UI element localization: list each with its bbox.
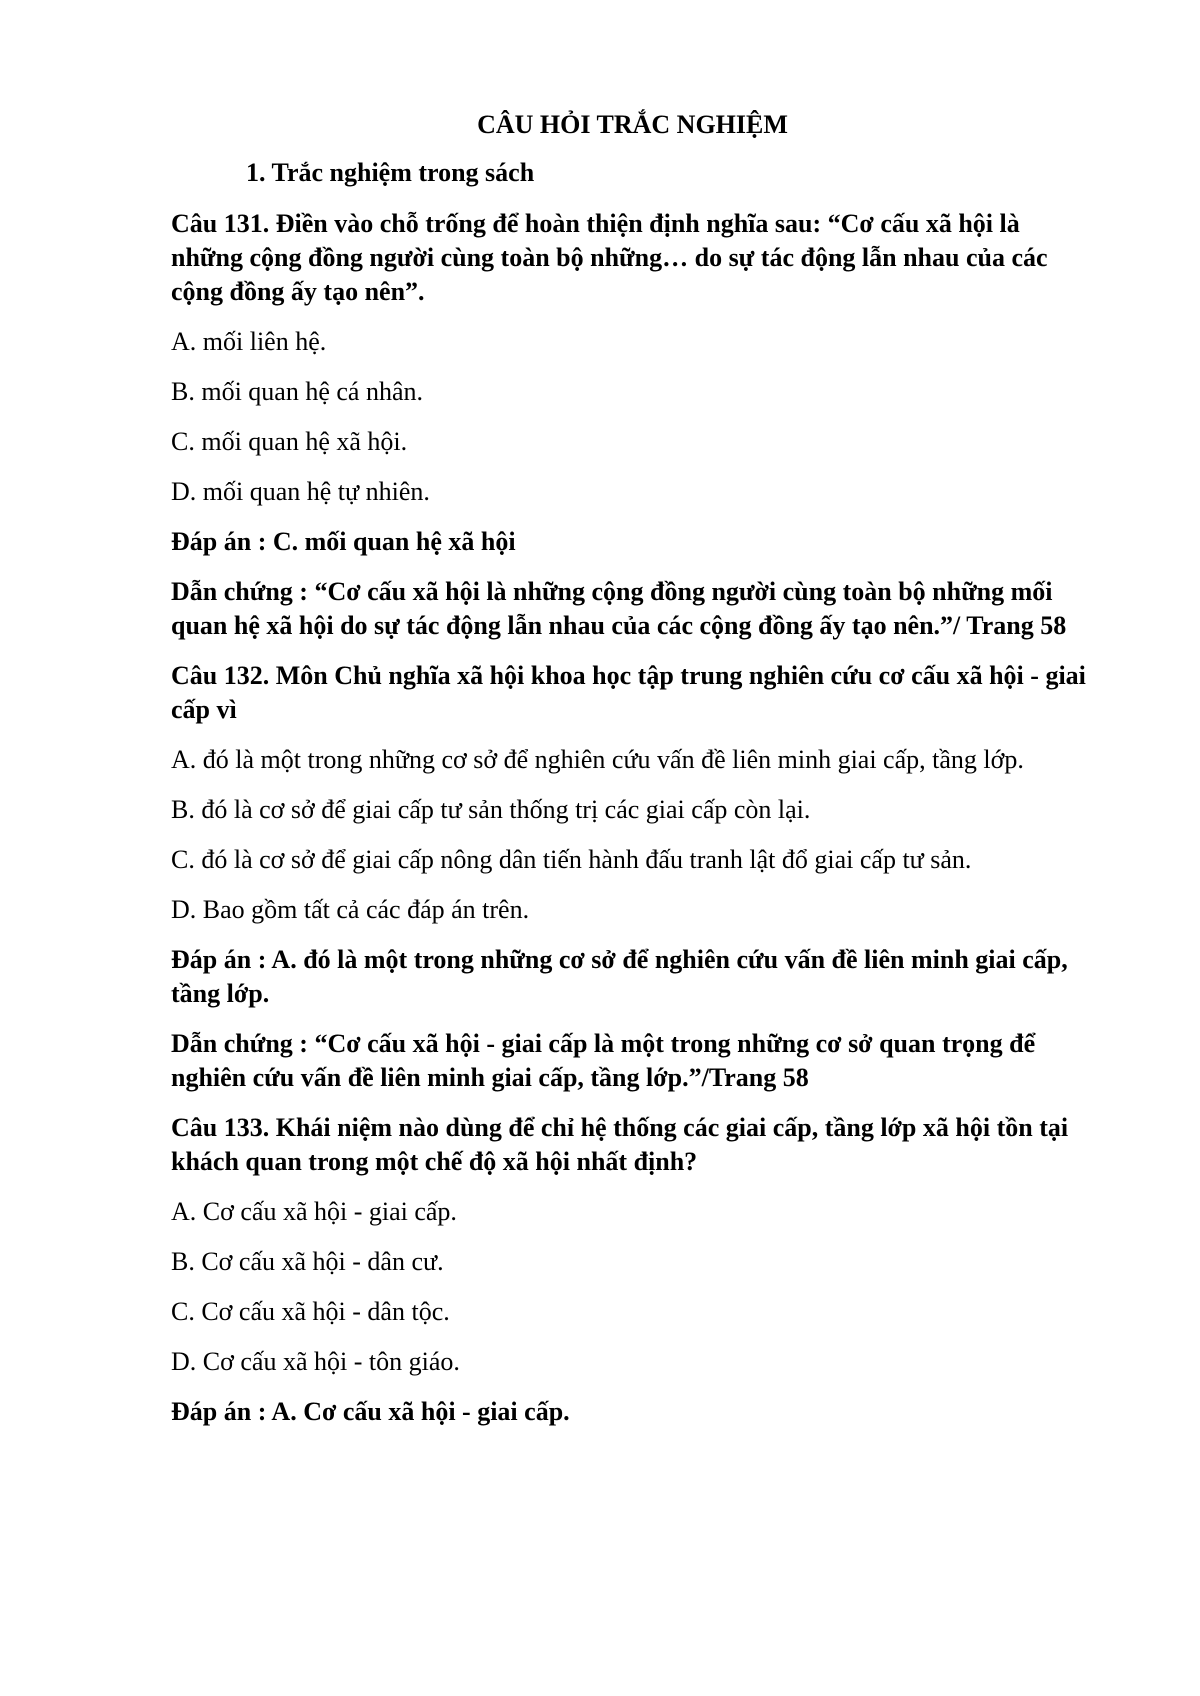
q133-option-c: C. Cơ cấu xã hội - dân tộc. <box>171 1297 450 1326</box>
q132-option-d: D. Bao gồm tất cả các đáp án trên. <box>171 895 530 924</box>
q131-option-d: D. mối quan hệ tự nhiên. <box>171 477 430 506</box>
question-133: Câu 133. Khái niệm nào dùng để chỉ hệ thống các giai cấp, tầng lớp xã hội tồn tại khách quan trong một chế độ xã hội nhất định? <box>171 1113 1069 1176</box>
document-title: CÂU HỎI TRẮC NGHIỆM <box>477 110 788 139</box>
q131-option-b: B. mối quan hệ cá nhân. <box>171 377 423 406</box>
q131-option-c: C. mối quan hệ xã hội. <box>171 427 408 456</box>
section-heading: 1. Trắc nghiệm trong sách <box>246 158 535 187</box>
q132-option-c: C. đó là cơ sở để giai cấp nông dân tiến hành đấu tranh lật đổ giai cấp tư sản. <box>171 845 972 874</box>
q131-option-a: A. mối liên hệ. <box>171 327 327 356</box>
q131-answer: Đáp án : C. mối quan hệ xã hội <box>171 527 516 556</box>
q132-option-b: B. đó là cơ sở để giai cấp tư sản thống trị các giai cấp còn lại. <box>171 795 811 824</box>
question-131: Câu 131. Điền vào chỗ trống để hoàn thiện định nghĩa sau: “Cơ cấu xã hội là những cộng đồng người cùng toàn bộ những… do sự tác động lẫn nhau của các cộng đồng ấy tạo nên”. <box>171 209 1048 306</box>
q132-option-a: A. đó là một trong những cơ sở để nghiên cứu vấn đề liên minh giai cấp, tầng lớp. <box>171 745 1024 774</box>
question-132: Câu 132. Môn Chủ nghĩa xã hội khoa học tập trung nghiên cứu cơ cấu xã hội - giai cấp vì <box>171 661 1086 724</box>
q133-option-b: B. Cơ cấu xã hội - dân cư. <box>171 1247 444 1276</box>
q132-evidence: Dẫn chứng : “Cơ cấu xã hội - giai cấp là một trong những cơ sở quan trọng để nghiên cứu vấn đề liên minh giai cấp, tầng lớp.”/Trang 58 <box>171 1029 1036 1092</box>
q133-option-a: A. Cơ cấu xã hội - giai cấp. <box>171 1197 457 1226</box>
q133-answer: Đáp án : A. Cơ cấu xã hội - giai cấp. <box>171 1397 570 1426</box>
document-page <box>171 108 1086 1445</box>
q131-evidence: Dẫn chứng : “Cơ cấu xã hội là những cộng đồng người cùng toàn bộ những mối quan hệ xã hội do sự tác động lẫn nhau của các cộng đồng ấy tạo nên.”/ Trang 58 <box>171 577 1067 640</box>
q132-answer: Đáp án : A. đó là một trong những cơ sở để nghiên cứu vấn đề liên minh giai cấp, tầng lớp. <box>171 945 1068 1008</box>
q133-option-d: D. Cơ cấu xã hội - tôn giáo. <box>171 1347 460 1376</box>
